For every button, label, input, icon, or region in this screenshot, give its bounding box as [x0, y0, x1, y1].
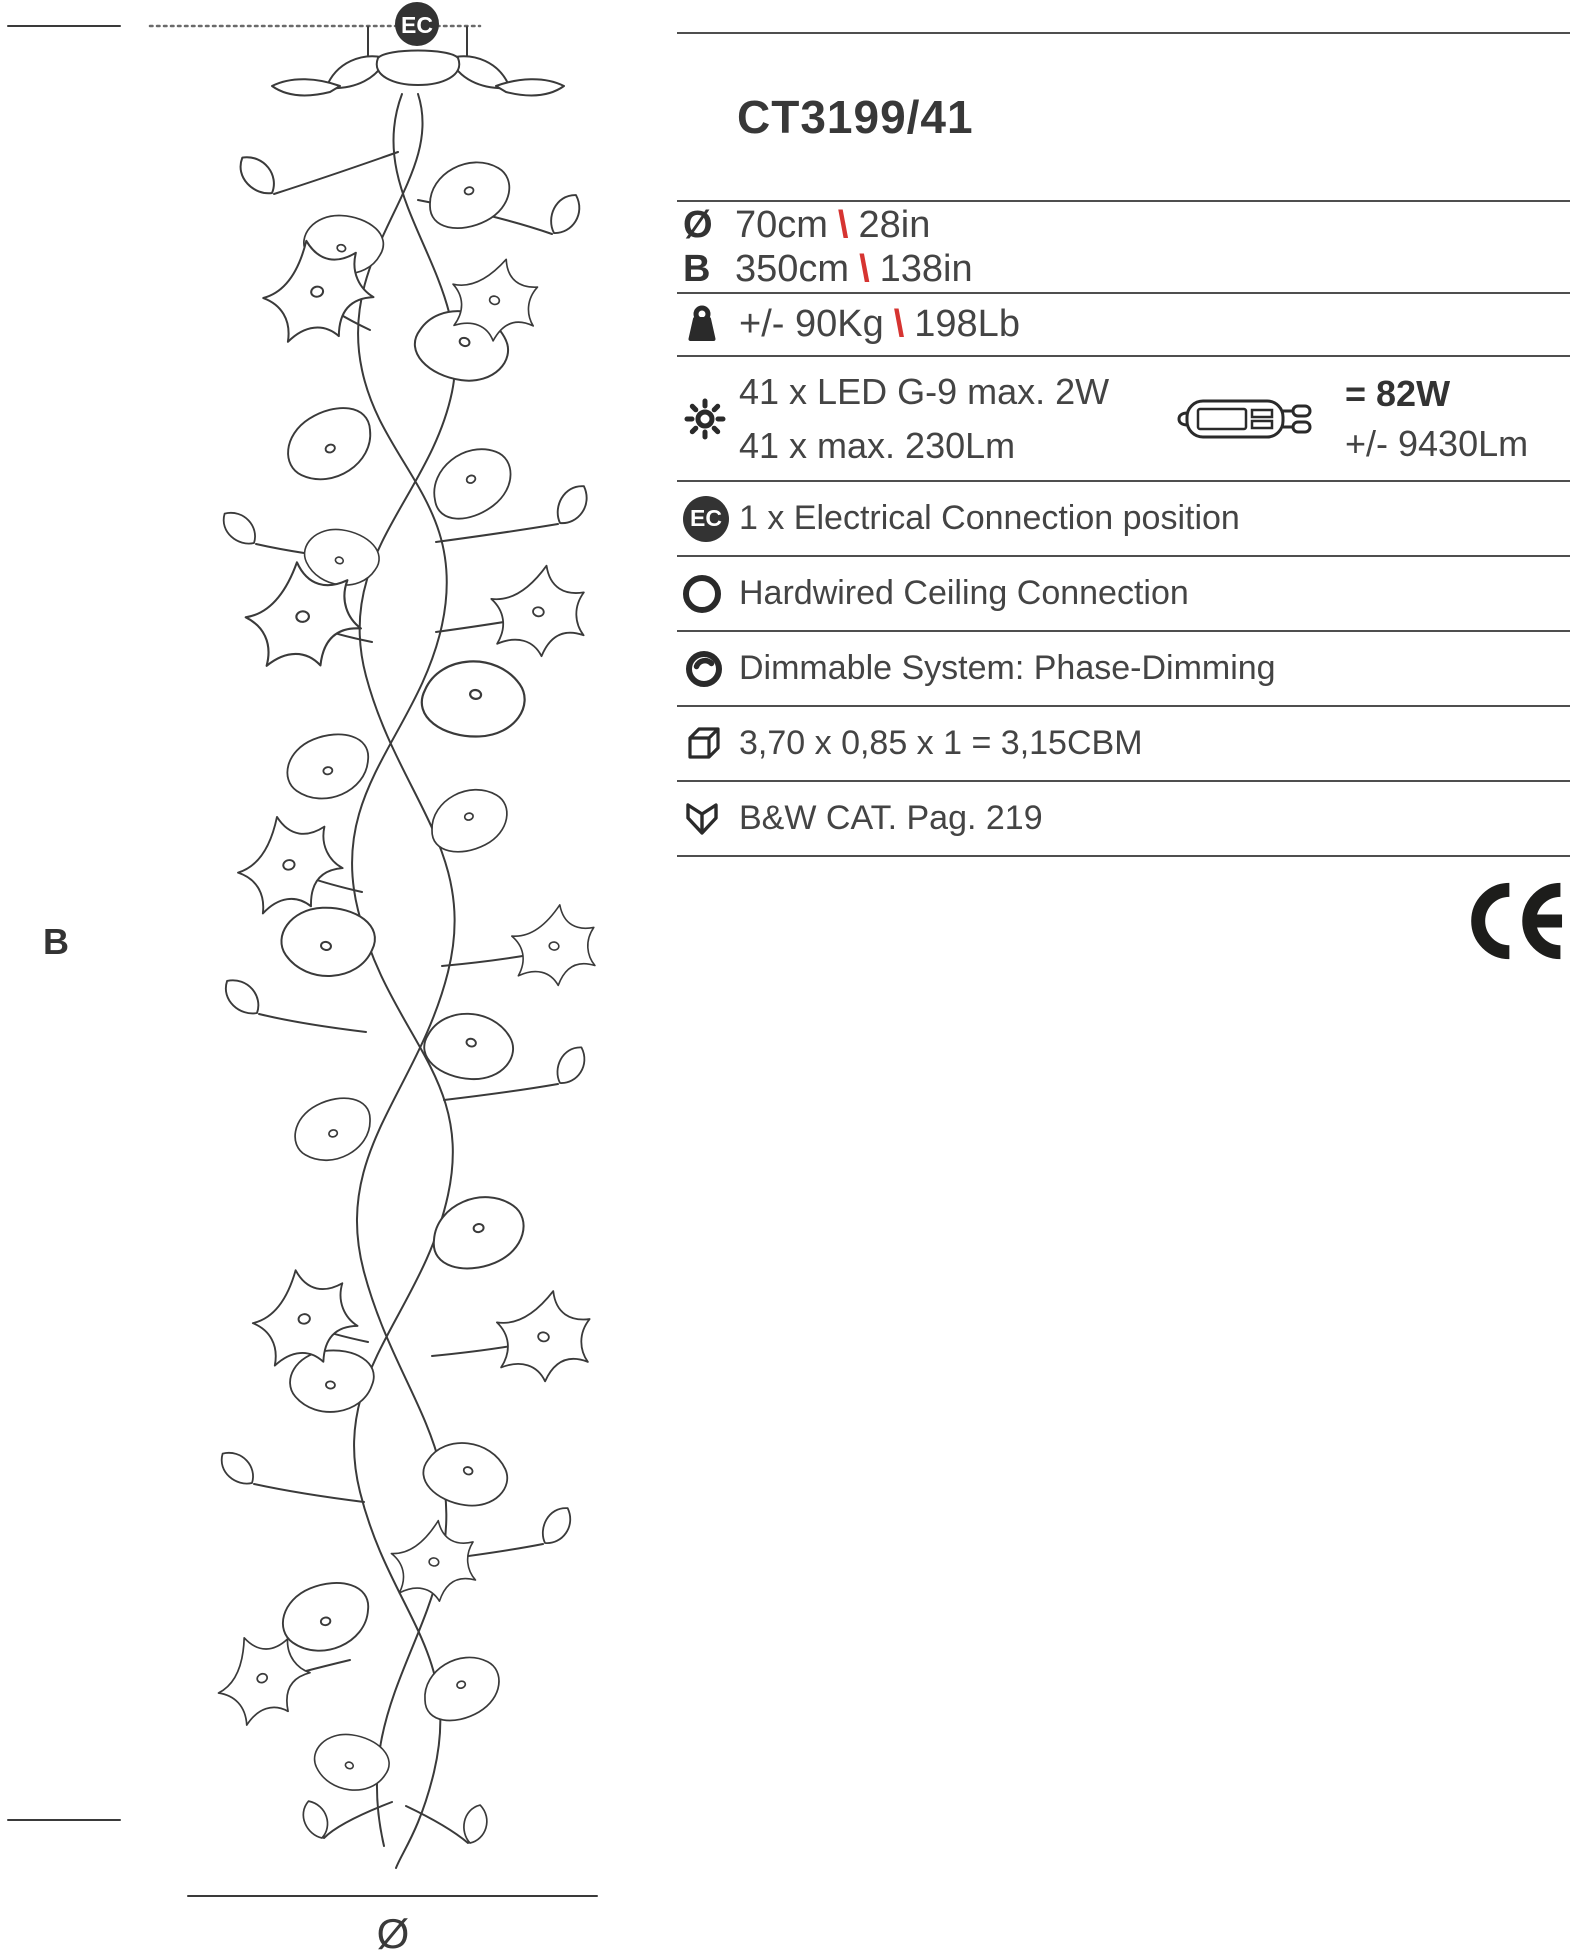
ec-connection-badge: [395, 2, 439, 46]
mounting-label: Hardwired Ceiling Connection: [739, 574, 1189, 612]
ec-badge-icon: EC: [683, 496, 729, 542]
weight-spec: [739, 303, 1020, 346]
catalog-label: B&W CAT. Pag. 219: [739, 799, 1043, 837]
electrical-label: 1 x Electrical Connection position: [739, 499, 1240, 537]
weight-metric: +/- 90Kg: [739, 303, 884, 345]
canopy: [272, 51, 564, 96]
height-dim-label: B: [43, 921, 69, 962]
catalog-row: [677, 782, 1570, 857]
dimming-row: [677, 632, 1570, 707]
spec-table: [677, 32, 1570, 857]
lamping-text: [739, 365, 1109, 473]
lamping-line2: 41 x max. 230Lm: [739, 424, 1016, 466]
cube-icon: [683, 724, 739, 764]
product-model: CT3199/41: [737, 91, 974, 143]
total-output: [1345, 357, 1528, 480]
model-row: [677, 34, 1570, 202]
unit-separator: \: [893, 303, 905, 345]
diameter-dim-label: Ø: [376, 1910, 410, 1954]
unit-separator: \: [859, 248, 870, 290]
ring-icon: [683, 575, 739, 613]
lamping-line1: 41 x LED G-9 max. 2W: [739, 370, 1110, 412]
weight-imperial: 198Lb: [914, 303, 1020, 345]
total-lumen: +/- 9430Lm: [1345, 422, 1529, 464]
weight-icon: [683, 304, 739, 346]
ec-badge-label: EC: [401, 12, 433, 38]
dimming-label: Dimmable System: Phase-Dimming: [739, 649, 1276, 687]
weight-row: [677, 294, 1570, 357]
height-symbol: B: [683, 248, 711, 290]
diameter-spec: [683, 203, 930, 247]
vine-foliage: [202, 149, 602, 1847]
lamping-row: [677, 357, 1570, 482]
height-imperial: 138in: [879, 248, 973, 290]
mounting-row: [677, 557, 1570, 632]
electrical-row: [677, 482, 1570, 557]
ce-mark-icon: [1462, 878, 1568, 969]
height-spec: [683, 247, 973, 291]
g9-bulb-icon: [1177, 357, 1317, 480]
diameter-metric: 70cm: [735, 204, 828, 246]
fixture-drawing: [0, 0, 677, 1954]
total-wattage: = 82W: [1345, 372, 1451, 414]
dimmer-icon: [683, 648, 739, 690]
height-metric: 350cm: [735, 248, 850, 290]
chandelier-line-art: [0, 0, 677, 1954]
diameter-imperial: 28in: [858, 204, 931, 246]
diameter-symbol: Ø: [683, 204, 713, 246]
unit-separator: \: [837, 204, 849, 246]
ce-mark-text: [1568, 878, 1569, 879]
dimensions-row: [677, 202, 1570, 294]
catalog-book-icon: [683, 800, 739, 838]
packaging-label: 3,70 x 0,85 x 1 = 3,15CBM: [739, 724, 1143, 762]
packaging-row: [677, 707, 1570, 782]
bulb-rays-icon: [683, 397, 739, 441]
